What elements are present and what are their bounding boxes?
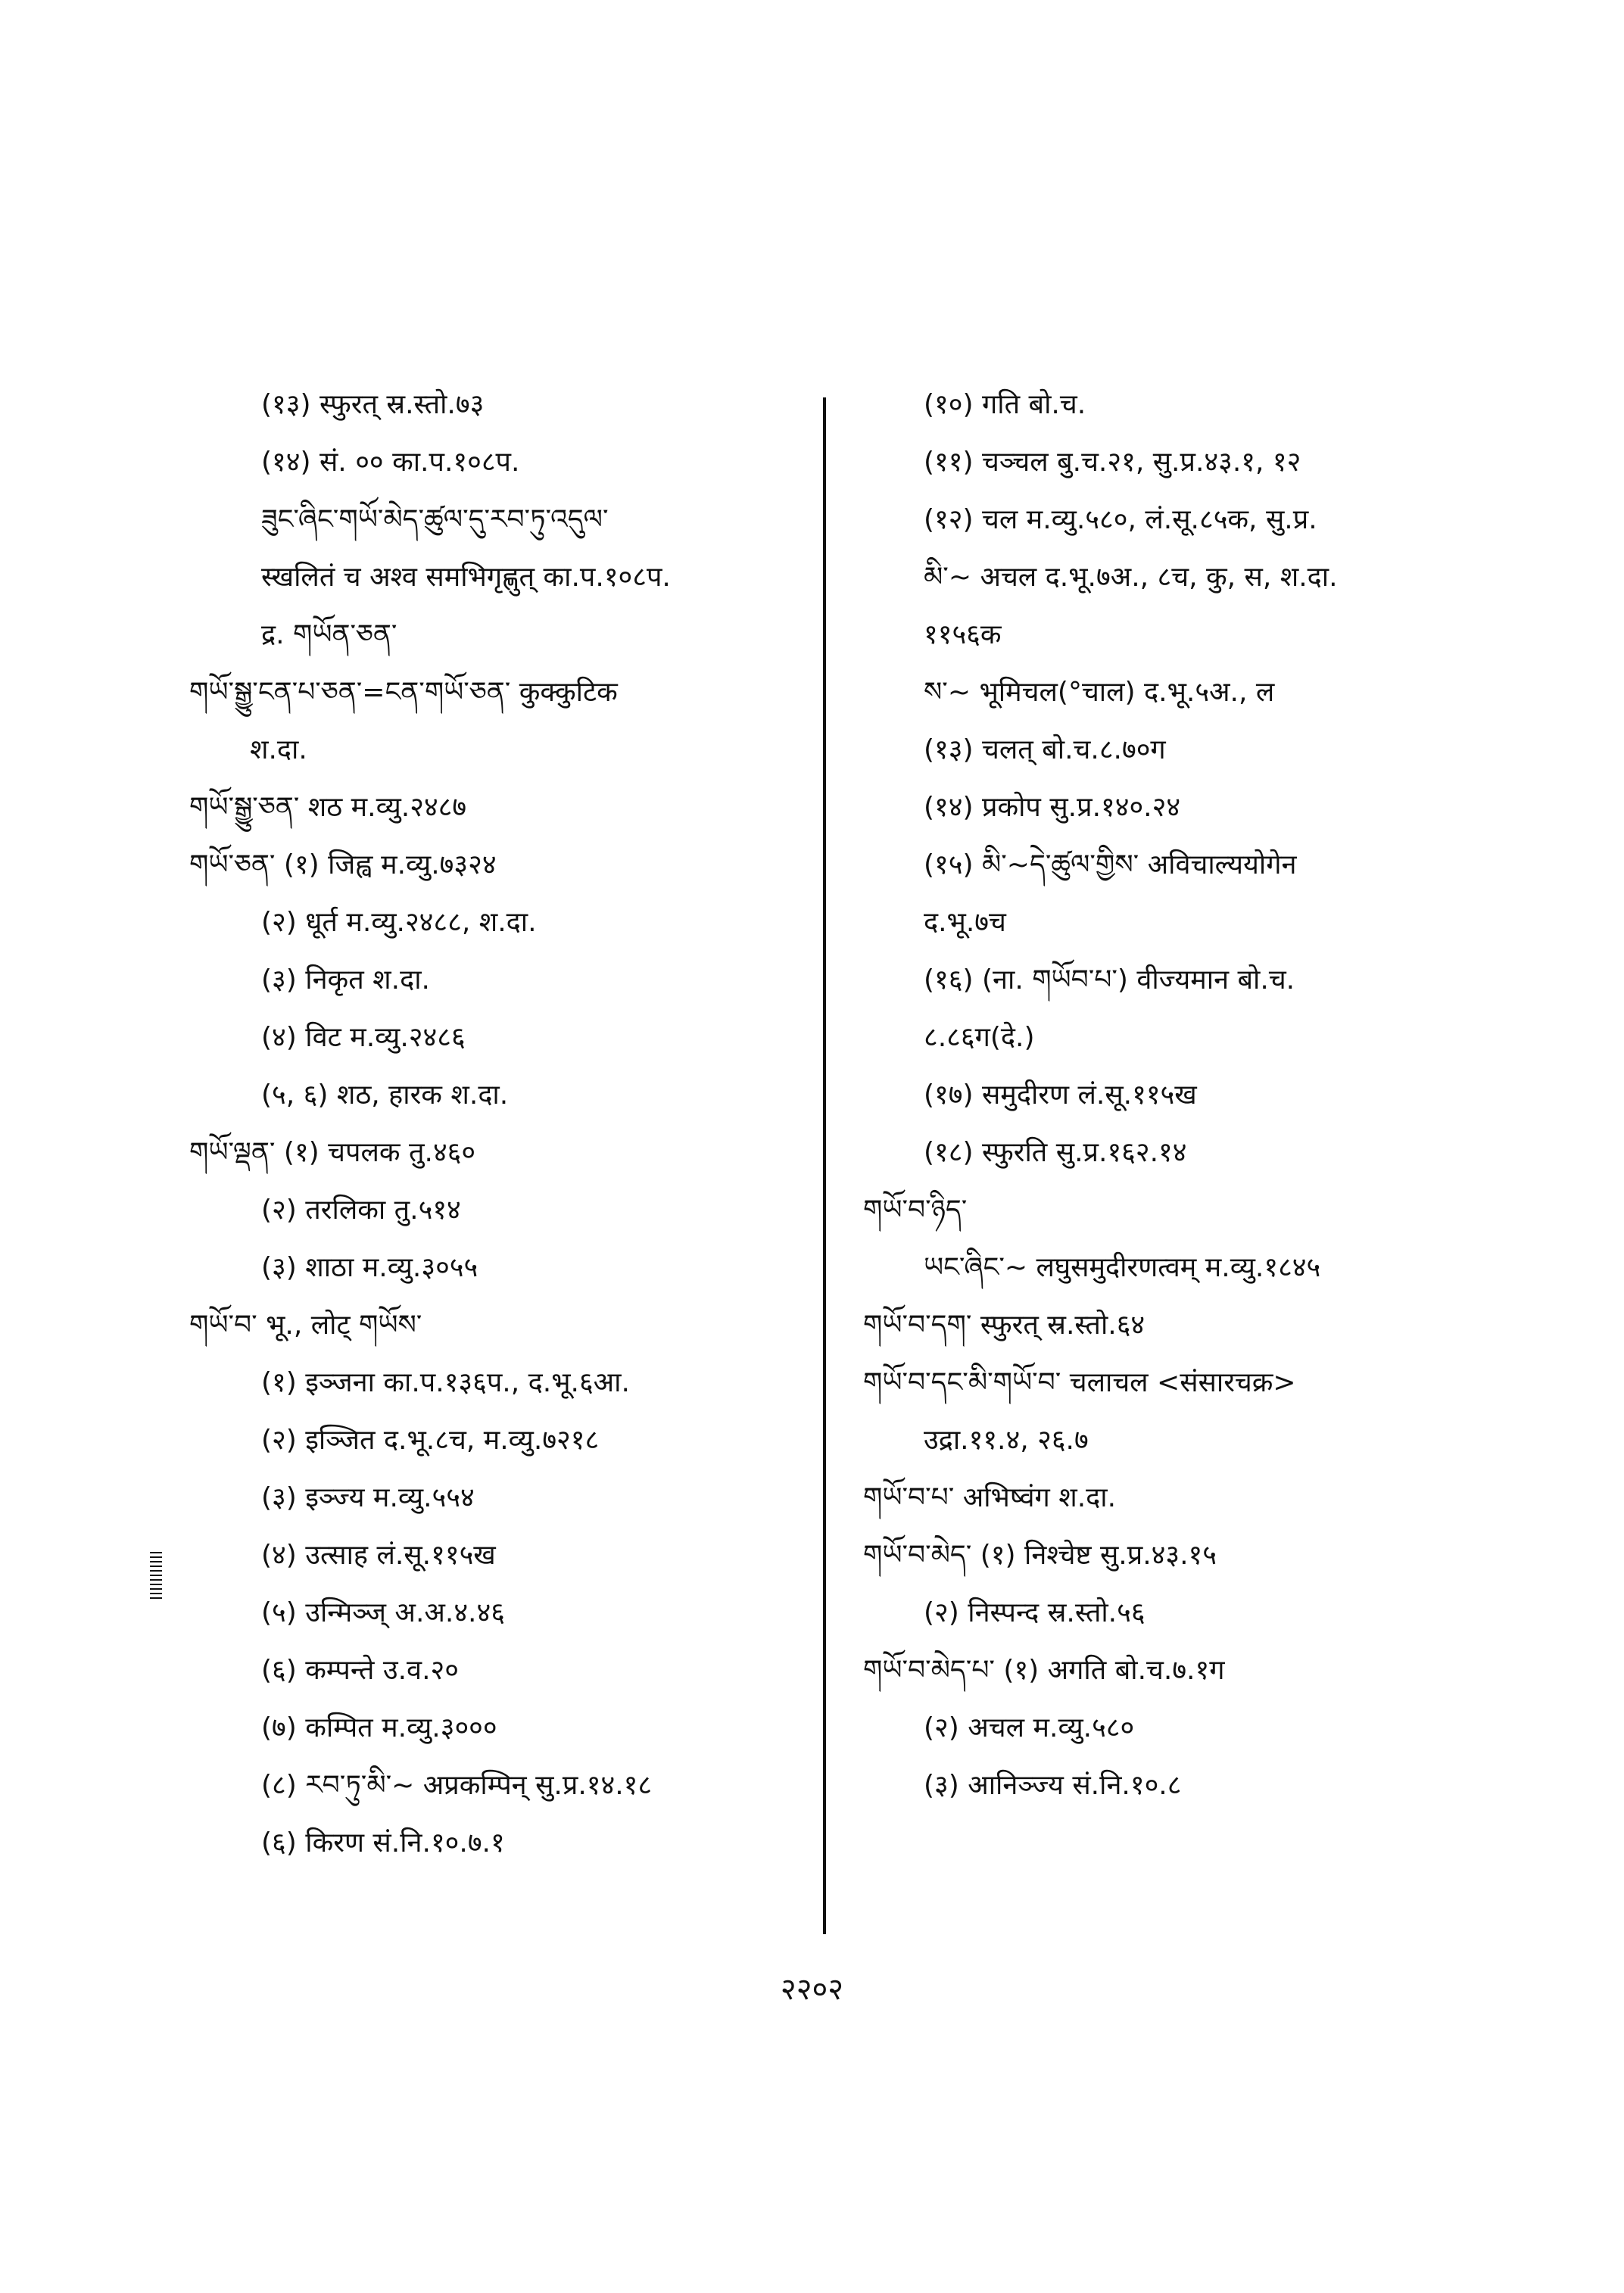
dictionary-line: གཡོ་བ་དག་ स्फुरत् स्र.स्तो.६४ [863, 1310, 1146, 1341]
dictionary-line: (११) चञ्चल बु.च.२१, सु.प्र.४३.१, १२ [924, 447, 1301, 478]
dictionary-line: (३) इञ्ज्य म.व्यु.५५४ [261, 1482, 475, 1513]
dictionary-line: (१६) (ना. གཡོབ་པ་) वीज्यमान बो.च. [924, 964, 1295, 995]
right-column [863, 390, 1469, 1828]
dictionary-line: (४) उत्साह लं.सू.११५ख [261, 1540, 496, 1571]
dictionary-line: (१०) गति बो.च. [924, 389, 1086, 420]
dictionary-line: (६) कम्पन्ते उ.व.२० [261, 1655, 459, 1686]
dictionary-line: (१७) समुदीरण लं.सू.११५ख [924, 1080, 1197, 1111]
dictionary-line: (४) विट म.व्यु.२४८६ [261, 1022, 466, 1053]
dictionary-line: ११५६क [924, 619, 1002, 650]
dictionary-line: (१३) स्फुरत् स्र.स्तो.७३ [261, 389, 485, 420]
dictionary-line: གཡོ་ལྡན་ (१) चपलक तु.४६० [189, 1137, 476, 1168]
dictionary-line: གཡོ་བ་པ་ अभिष्वंग श.दा. [863, 1482, 1117, 1513]
dictionary-line: श.दा. [250, 734, 307, 765]
dictionary-line: (२) धूर्त म.व्यु.२४८८, श.दा. [261, 907, 537, 938]
dictionary-line: (२) निस्पन्द स्र.स्तो.५६ [924, 1597, 1146, 1628]
dictionary-line: གཡོ་སྒྱུ་ཅན་ शठ म.व्यु.२४८७ [189, 792, 467, 823]
dictionary-line: (२) इञ्जित द.भू.८च, म.व्यु.७२१८ [261, 1425, 600, 1456]
left-column [189, 390, 818, 1886]
dictionary-line: གཡོ་བ་ཉིད་ [863, 1195, 968, 1226]
dictionary-line: གཡོ་བ་དང་མི་གཡོ་བ་ चलाचल <संसारचक्र> [863, 1367, 1296, 1398]
dictionary-line: (५) उन्मिञ्ज् अ.अ.४.४६ [261, 1597, 505, 1628]
dictionary-line: གཡོ་བ་མེད་ (१) निश्चेष्ट सु.प्र.४३.१५ [863, 1540, 1217, 1571]
dictionary-line: མི་~ अचल द.भू.७अ., ८च, कु, स, श.दा. [924, 562, 1338, 593]
dictionary-line: (१५) མི་~དེ་ཚུལ་གྱིས་ अविचाल्ययोगेन [924, 849, 1297, 880]
column-divider [823, 397, 826, 1934]
dictionary-line: གཡོ་བ་ भू., लोट् གཡོས་ [189, 1310, 422, 1341]
dictionary-line: གཡོ་སྒྱུ་ངན་པ་ཅན་=ངན་གཡོ་ཅན་ कुक्कुटिक [189, 677, 618, 708]
dictionary-line: (७) कम्पित म.व्यु.३००० [261, 1712, 497, 1743]
dictionary-line: द्र. གཡོན་ཅན་ [261, 619, 397, 650]
page-number: २२०२ [780, 1972, 844, 2007]
dictionary-line: གཡོ་ཅན་ (१) जिह्व म.व्यु.७३२४ [189, 849, 497, 880]
dictionary-line: (६) किरण सं.नि.१०.७.१ [261, 1827, 505, 1858]
dictionary-line: ས་~ भूमिचल(°चाल) द.भू.५अ., ल [924, 677, 1275, 708]
dictionary-line: (२) अचल म.व्यु.५८० [924, 1712, 1135, 1743]
dictionary-line: (२) तरलिका तु.५१४ [261, 1195, 461, 1226]
dictionary-line: द.भू.७च [924, 907, 1006, 938]
dictionary-line: स्खलितं च अश्व समभिगृह्णुत् का.प.१०८प. [261, 562, 671, 593]
dictionary-line: (८) རབ་ཏུ་མི་~ अप्रकम्पिन् सु.प्र.१४.१८ [261, 1770, 653, 1801]
margin-mark [150, 1552, 162, 1600]
dictionary-line: (३) निकृत श.दा. [261, 964, 430, 995]
dictionary-line: (१४) प्रकोप सु.प्र.१४०.२४ [924, 792, 1181, 823]
dictionary-line: (५, ६) शठ, हारक श.दा. [261, 1080, 509, 1111]
dictionary-line: (१३) चलत् बो.च.८.७०ग [924, 734, 1166, 765]
dictionary-line: (३) आनिञ्ज्य सं.नि.१०.८ [924, 1770, 1182, 1801]
dictionary-line: ८.८६ग(दे.) [924, 1022, 1035, 1053]
dictionary-line: (३) शाठा म.व्यु.३०५५ [261, 1252, 478, 1283]
dictionary-line: उद्रा.११.४, २६.७ [924, 1425, 1089, 1456]
dictionary-line: ཟུང་ཞིང་གཡོ་མེད་ཚུལ་དུ་རབ་ཏུ་འདུལ་ [261, 504, 609, 535]
dictionary-line: (१४) सं. ०० का.प.१०८प. [261, 447, 520, 478]
dictionary-line: ཡང་ཞིང་~ लघुसमुदीरणत्वम् म.व्यु.१८४५ [924, 1252, 1321, 1283]
dictionary-line: (१८) स्फुरति सु.प्र.१६२.१४ [924, 1137, 1187, 1168]
dictionary-line: (१) इञ्जना का.प.१३६प., द.भू.६आ. [261, 1367, 630, 1398]
dictionary-line: (१२) चल म.व्यु.५८०, लं.सू.८५क, सु.प्र. [924, 504, 1317, 535]
dictionary-line: གཡོ་བ་མེད་པ་ (१) अगति बो.च.७.१ग [863, 1655, 1225, 1686]
